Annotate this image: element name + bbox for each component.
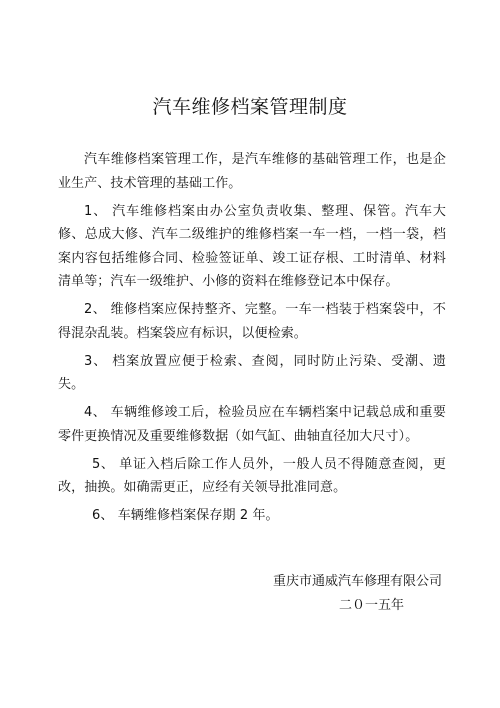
document-body	[58, 148, 446, 532]
signature-block	[222, 570, 442, 618]
paragraph-rule-3: 3、 档案放置应便于检索、查阅，同时防止污染、受潮、遗失。	[58, 353, 446, 392]
document-title: 汽车维修档案管理制度	[152, 96, 348, 118]
paragraph-rule-2: 2、 维修档案应保持整齐、完整。一车一档装于档案袋中，不得混杂乱装。档案袋应有标识，以便检索。	[58, 302, 446, 341]
paragraph-rule-5: 5、 单证入档后除工作人员外，一般人员不得随意查阅，更改，抽换。如确需更正，应经有关领导批准同意。	[58, 456, 446, 495]
paragraph-rule-6: 6、 车辆维修档案保存期 2 年。	[92, 508, 279, 523]
paragraph-rule-1: 1、 汽车维修档案由办公室负责收集、整理、保管。汽车大修、总成大修、汽车二级维护的维修档案一车一档，一档一袋，档案内容包括维修合同、检验签证单、竣工证存根、工时清单、材料清单等；汽车一级维护、小修的资料在维修登记本中保存。	[58, 203, 446, 289]
signature-date: 二０一五年	[338, 598, 404, 613]
signature-company: 重庆市通威汽车修理有限公司	[272, 574, 442, 589]
paragraph-intro: 汽车维修档案管理工作，是汽车维修的基础管理工作，也是企业生产、技术管理的基础工作。	[58, 152, 446, 191]
paragraph-rule-4: 4、 车辆维修竣工后，检验员应在车辆档案中记载总成和重要零件更换情况及重要维修数据（如气缸、曲轴直径加大尺寸）。	[58, 405, 446, 444]
